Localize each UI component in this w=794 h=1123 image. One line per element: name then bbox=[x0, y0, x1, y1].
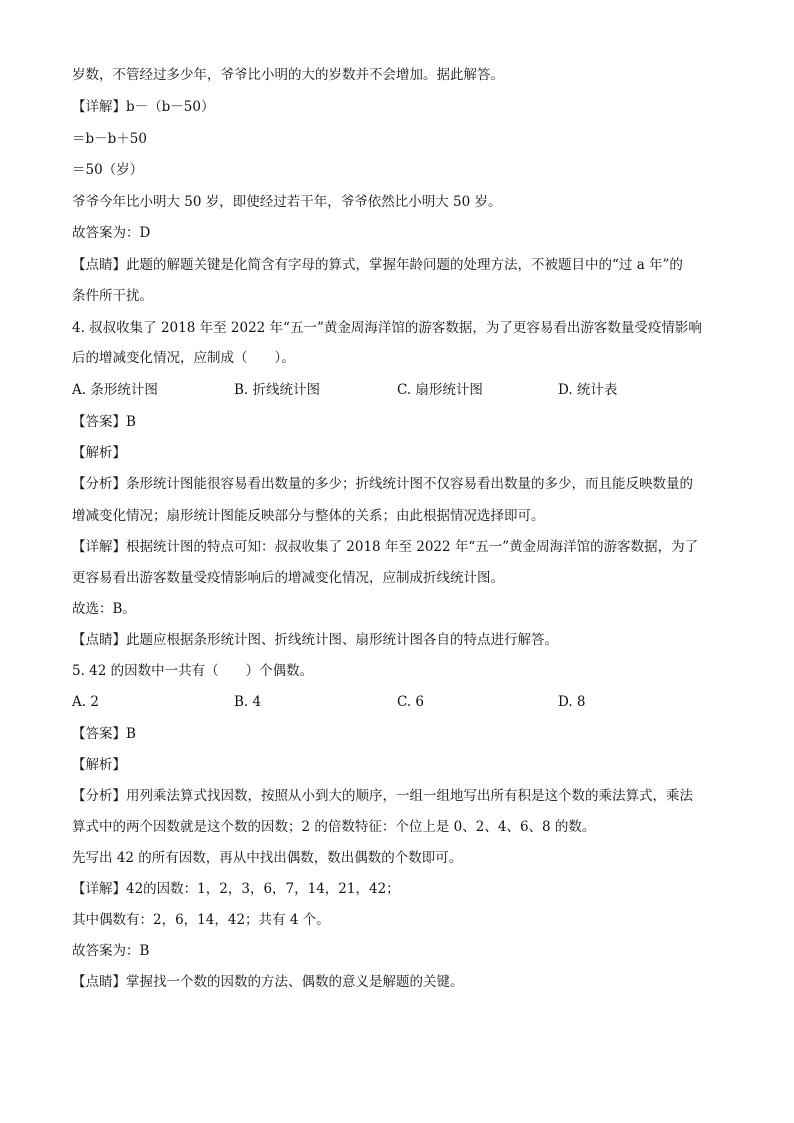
text-line: 【点睛】此题的解题关键是化简含有字母的算式，掌握年龄问题的处理方法，不被题目中的“过 a 年”的 bbox=[72, 257, 683, 273]
q5-answer: 【答案】B bbox=[72, 726, 136, 742]
text-line: 条件所干扰。 bbox=[72, 288, 153, 304]
q5-option-d: D. 8 bbox=[558, 694, 586, 710]
q4-analysis-heading: 【解析】 bbox=[72, 445, 126, 461]
q4-option-a: A. 条形统计图 bbox=[72, 382, 158, 398]
text-line: 岁数，不管经过多少年，爷爷比小明的大的岁数并不会增加。据此解答。 bbox=[72, 67, 504, 83]
question-5-stem: 5. 42 的因数中一共有（ ）个偶数。 bbox=[72, 663, 314, 679]
text-line: 故选：B。 bbox=[72, 601, 136, 617]
question-4-stem-cont: 后的增减变化情况，应制成（ ）。 bbox=[72, 350, 295, 366]
text-line: 【详解】b－（b－50） bbox=[72, 99, 215, 115]
text-line: 算式中的两个因数就是这个数的因数；2 的倍数特征：个位上是 0、2、4、6、8 的数。 bbox=[72, 819, 596, 835]
q4-option-b: B. 折线统计图 bbox=[234, 382, 321, 398]
text-line: ＝50（岁） bbox=[72, 162, 144, 178]
text-line: 故答案为：D bbox=[72, 225, 151, 241]
text-line: 其中偶数有：2，6，14，42；共有 4 个。 bbox=[72, 912, 330, 928]
text-line: 【分析】用列乘法算式找因数，按照从小到大的顺序，一组一组地写出所有积是这个数的乘法算式，乘法 bbox=[72, 788, 693, 804]
text-line: 【点睛】掌握找一个数的因数的方法、偶数的意义是解题的关键。 bbox=[72, 974, 464, 990]
text-line: 【详解】42的因数：1，2，3，6，7，14，21，42； bbox=[72, 881, 400, 897]
q4-option-d: D. 统计表 bbox=[558, 382, 618, 398]
q4-answer: 【答案】B bbox=[72, 414, 136, 430]
question-4-stem: 4. 叔叔收集了 2018 年至 2022 年“五一”黄金周海洋馆的游客数据，为了更容易看出游客数量受疫情影响 bbox=[72, 320, 702, 336]
text-line: 故答案为：B bbox=[72, 943, 150, 959]
text-line: 更容易看出游客数量受疫情影响后的增减变化情况，应制成折线统计图。 bbox=[72, 570, 504, 586]
q4-option-c: C. 扇形统计图 bbox=[397, 382, 483, 398]
q5-option-a: A. 2 bbox=[72, 694, 99, 710]
text-line: 【详解】根据统计图的特点可知：叔叔收集了 2018 年至 2022 年“五一”黄金周海洋馆的游客数据，为了 bbox=[72, 539, 699, 555]
text-line: 爷爷今年比小明大 50 岁，即使经过若干年，爷爷依然比小明大 50 岁。 bbox=[72, 194, 502, 210]
q5-option-b: B. 4 bbox=[234, 694, 262, 710]
q5-option-c: C. 6 bbox=[397, 694, 425, 710]
q5-analysis-heading: 【解析】 bbox=[72, 757, 126, 773]
text-line: 【分析】条形统计图能很容易看出数量的多少；折线统计图不仅容易看出数量的多少，而且能反映数量的 bbox=[72, 476, 693, 492]
text-line: 增减变化情况；扇形统计图能反映部分与整体的关系；由此根据情况选择即可。 bbox=[72, 508, 545, 524]
text-line: ＝b－b＋50 bbox=[72, 131, 147, 147]
text-line: 先写出 42 的所有因数，再从中找出偶数，数出偶数的个数即可。 bbox=[72, 850, 463, 866]
text-line: 【点睛】此题应根据条形统计图、折线统计图、扇形统计图各自的特点进行解答。 bbox=[72, 632, 558, 648]
